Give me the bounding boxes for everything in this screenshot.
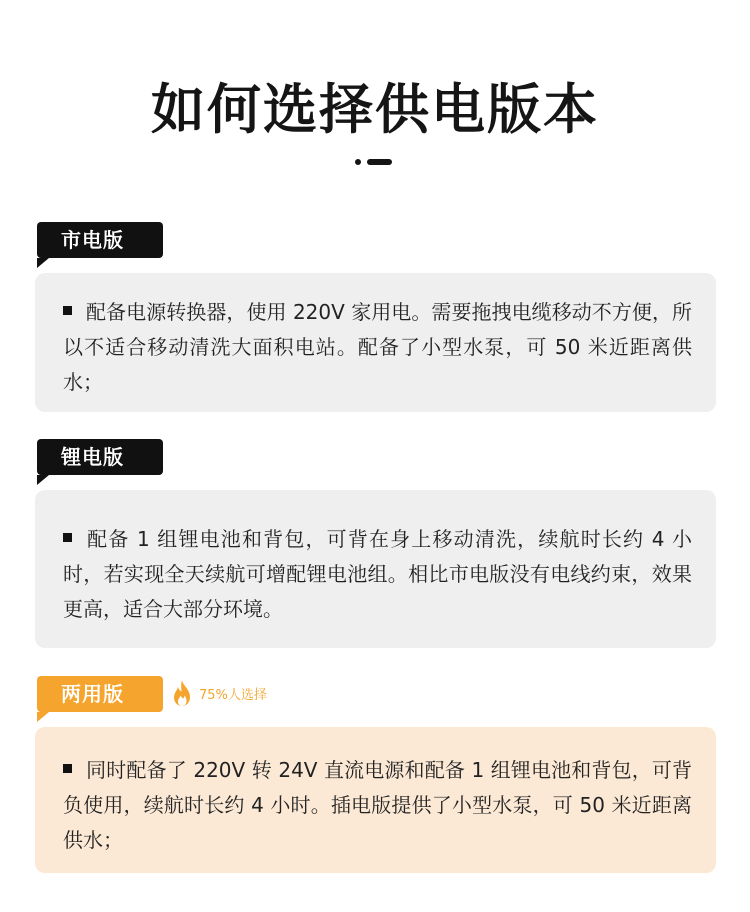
flame-icon (171, 679, 193, 707)
card-mains-version (35, 273, 716, 412)
card-text (63, 749, 692, 858)
title-divider (355, 158, 395, 166)
description-mains: 配备电源转换器，使用 220V 家用电。需要拖拽电缆移动不方便，所以不适合移动清洗大面积电站。配备了小型水泵，可 50 米近距离供水； (63, 300, 692, 394)
tag-lithium-version: 锂电版 (37, 439, 163, 475)
popularity-text: 75%人选择 (199, 687, 267, 703)
divider-bar (367, 159, 392, 165)
square-bullet-icon (63, 306, 72, 315)
divider-dot (355, 159, 361, 165)
tag-mains-version: 市电版 (37, 222, 163, 258)
description-dual: 同时配备了 220V 转 24V 直流电源和配备 1 组锂电池和背包，可背负使用，续航时长约 4 小时。插电版提供了小型水泵，可 50 米近距离供水； (63, 758, 692, 852)
card-dual-version (35, 727, 716, 873)
card-lithium-version (35, 490, 716, 648)
tag-dual-version: 两用版 (37, 676, 163, 712)
square-bullet-icon (63, 764, 72, 773)
square-bullet-icon (63, 533, 72, 542)
page-title: 如何选择供电版本 (151, 78, 599, 141)
popularity-badge (171, 676, 267, 710)
card-text (63, 512, 692, 627)
card-text (63, 295, 692, 400)
description-lithium: 配备 1 组锂电池和背包，可背在身上移动清洗，续航时长约 4 小时，若实现全天续航可增配锂电池组。相比市电版没有电线约束，效果更高，适合大部分环境。 (63, 527, 692, 621)
